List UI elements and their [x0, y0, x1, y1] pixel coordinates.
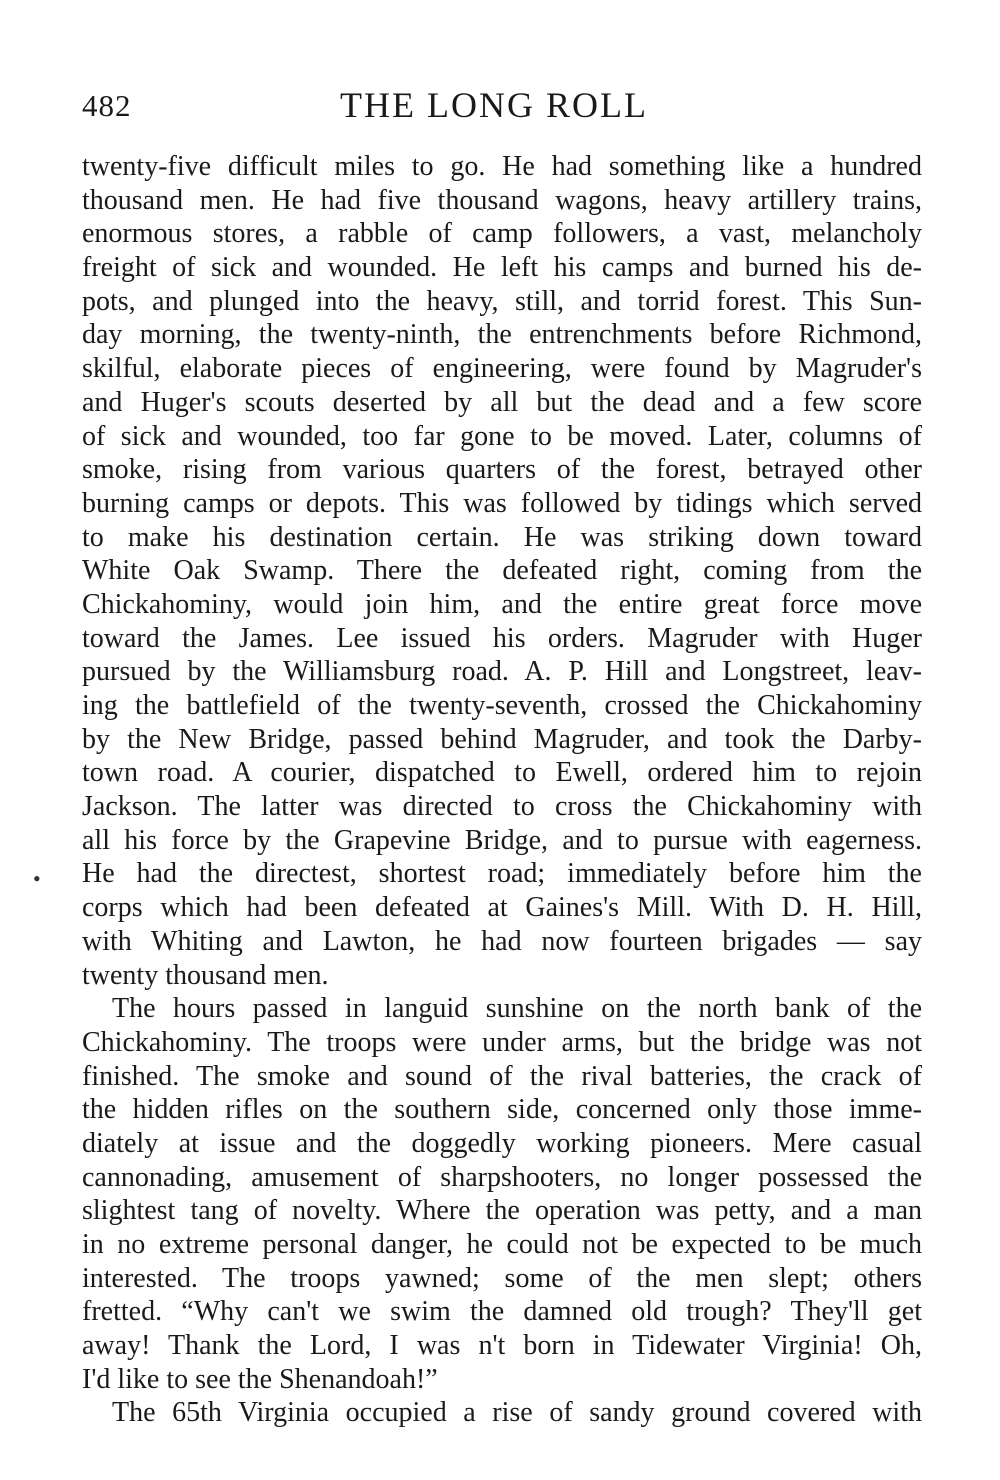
text-line: pursued by the Williamsburg road. A. P. Hill and Longstreet, leav- — [82, 656, 922, 688]
text-line: by the New Bridge, passed behind Magruder, and took the Darby- — [82, 723, 922, 755]
text-line: toward the James. Lee issued his orders. Magruder with Huger — [82, 622, 922, 654]
text-line: fretted. “Why can't we swim the damned old trough? They'll get — [82, 1296, 922, 1328]
text-line: day morning, the twenty-ninth, the entrenchments before Richmond, — [82, 319, 922, 351]
page-header — [82, 84, 922, 130]
text-line: diately at issue and the doggedly working pioneers. Mere casual — [82, 1127, 922, 1159]
text-line: thousand men. He had five thousand wagons, heavy artillery trains, — [82, 184, 922, 216]
text-line: away! Thank the Lord, I was n't born in Tidewater Virginia! Oh, — [82, 1330, 922, 1362]
text-line: cannonading, amusement of sharpshooters, no longer possessed the — [82, 1161, 922, 1193]
text-line: corps which had been defeated at Gaines's Mill. With D. H. Hill, — [82, 892, 922, 924]
text-line: with Whiting and Lawton, he had now fourteen brigades — say — [82, 925, 922, 957]
text-line: twenty-five difficult miles to go. He had something like a hundred — [82, 151, 922, 182]
paragraph-start-line: The hours passed in languid sunshine on the north bank of the — [112, 993, 922, 1025]
text-line: Chickahominy, would join him, and the entire great force move — [82, 588, 922, 620]
text-line: Chickahominy. The troops were under arms, but the bridge was not — [82, 1026, 922, 1058]
text-line: to make his destination certain. He was striking down toward — [82, 521, 922, 553]
text-line: interested. The troops yawned; some of the men slept; others — [82, 1262, 922, 1294]
text-line: I'd like to see the Shenandoah!” — [82, 1363, 438, 1395]
text-line: skilful, elaborate pieces of engineering, were found by Magruder's — [82, 353, 922, 385]
text-line: He had the directest, shortest road; immediately before him the — [82, 858, 922, 890]
text-line: of sick and wounded, too far gone to be moved. Later, columns of — [82, 420, 922, 452]
text-line: and Huger's scouts deserted by all but the dead and a few score — [82, 386, 922, 418]
text-line: town road. A courier, dispatched to Ewell, ordered him to rejoin — [82, 757, 922, 789]
text-line: Jackson. The latter was directed to cross the Chickahominy with — [82, 791, 922, 823]
page-number: 482 — [82, 88, 132, 123]
text-line: the hidden rifles on the southern side, concerned only those imme- — [82, 1094, 922, 1126]
text-line: twenty thousand men. — [82, 959, 329, 991]
text-line: slightest tang of novelty. Where the operation was petty, and a man — [82, 1195, 922, 1227]
text-line: pots, and plunged into the heavy, still, and torrid forest. This Sun- — [82, 285, 922, 317]
text-line: ing the battlefield of the twenty-seventh, crossed the Chickahominy — [82, 690, 922, 721]
text-line: smoke, rising from various quarters of the forest, betrayed other — [82, 454, 922, 486]
text-line: freight of sick and wounded. He left his camps and burned his de- — [82, 252, 922, 284]
text-line: enormous stores, a rabble of camp followers, a vast, melancholy — [82, 218, 922, 250]
body-text — [82, 150, 922, 1430]
running-title: THE LONG ROLL — [340, 85, 648, 125]
paragraph-start-line: The 65th Virginia occupied a rise of sandy ground covered with — [112, 1397, 922, 1429]
text-line: White Oak Swamp. There the defeated right, coming from the — [82, 555, 922, 587]
text-line: burning camps or depots. This was followed by tidings which served — [82, 487, 922, 519]
text-line: all his force by the Grapevine Bridge, and to pursue with eagerness. — [82, 824, 922, 856]
text-line: finished. The smoke and sound of the rival batteries, the crack of — [82, 1060, 922, 1092]
text-line: in no extreme personal danger, he could not be expected to be much — [82, 1229, 922, 1260]
margin-dot-mark: • — [33, 866, 41, 891]
